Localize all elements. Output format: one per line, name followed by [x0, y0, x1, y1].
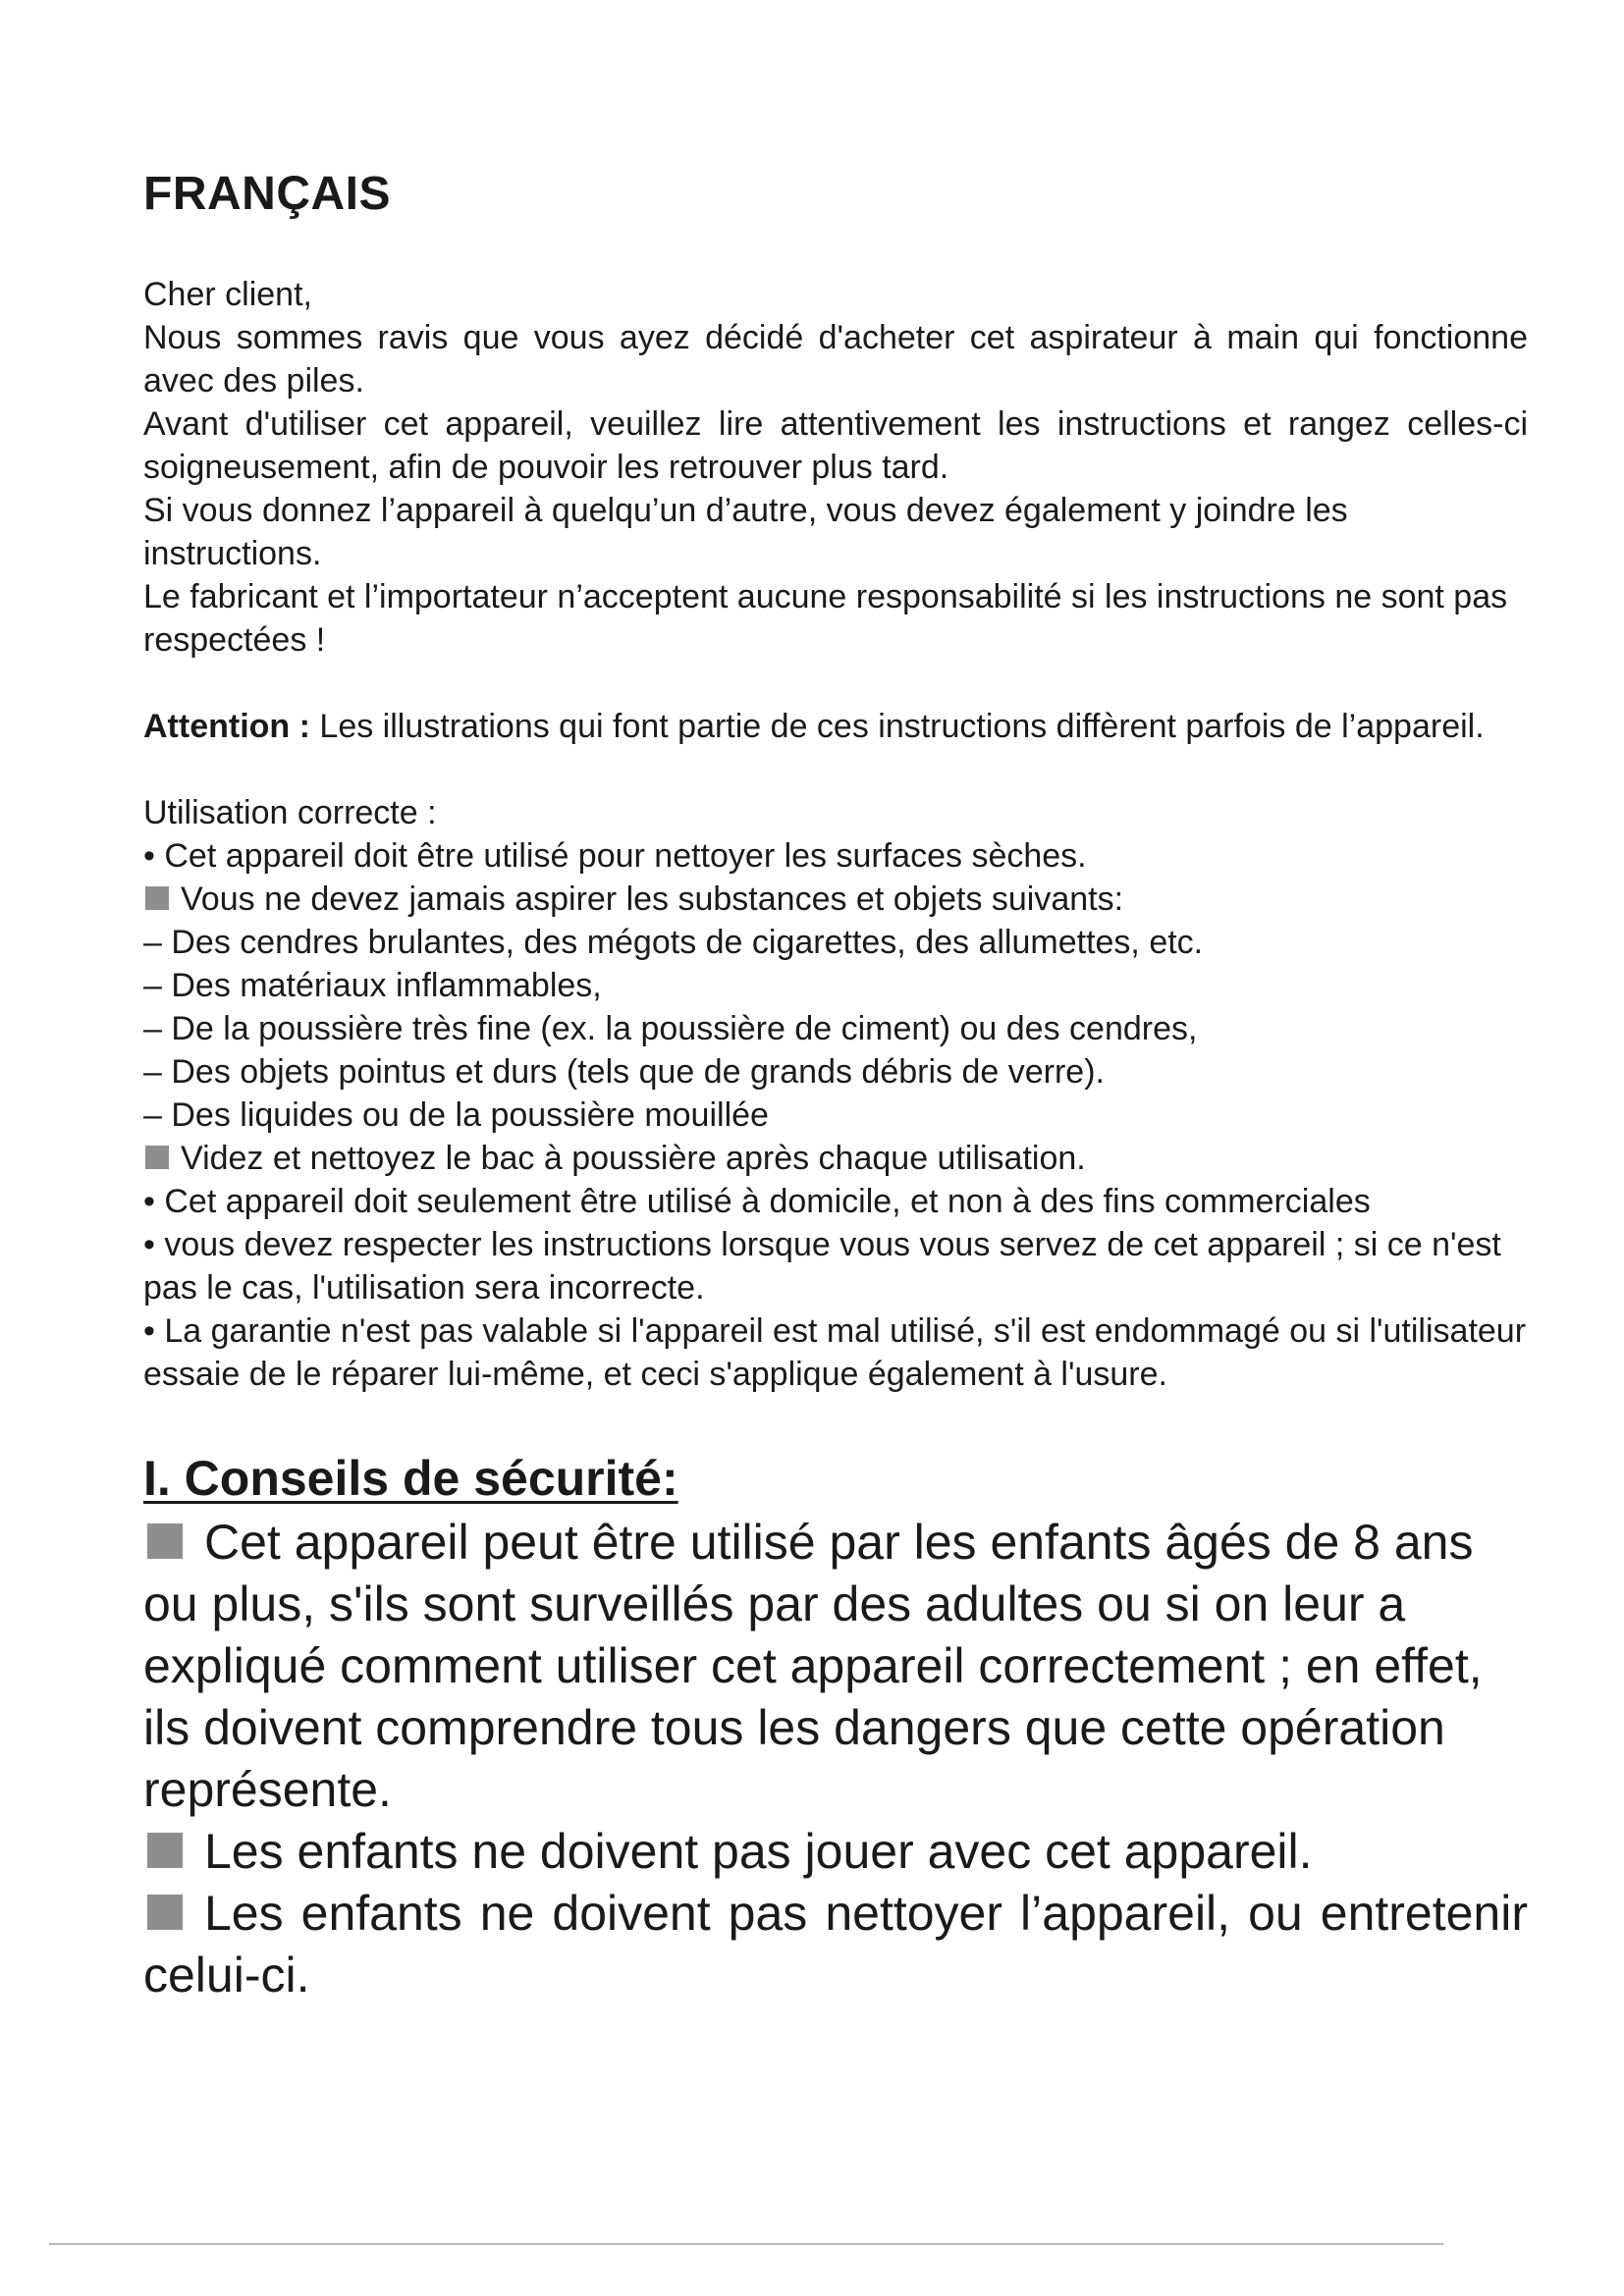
safety-item-text: Cet appareil peut être utilisé par les enfants âgés de 8 ans ou plus, s'ils sont surveillés par des adultes ou si on leur a expliqué comment utiliser cet appareil correctement ; en effet, ils doivent comprendre tous les dangers que cette opération représente.	[143, 1515, 1483, 1817]
square-bullet-icon	[145, 886, 169, 910]
list-item: – Des liquides ou de la poussière mouillée	[143, 1096, 769, 1134]
usage-heading: Utilisation correcte :	[143, 794, 437, 831]
square-bullet-icon	[145, 1146, 169, 1169]
list-item: • Cet appareil doit seulement être utilisé à domicile, et non à des fins commerciales	[143, 1183, 1371, 1220]
spacer	[143, 662, 1528, 705]
safety-section	[143, 1512, 1528, 2006]
list-item: • Cet appareil doit être utilisé pour nettoyer les surfaces sèches.	[143, 837, 1087, 875]
page-title: FRANÇAIS	[143, 168, 391, 220]
document-page	[143, 167, 1528, 2006]
attention-note	[143, 705, 1528, 748]
list-item: – Des cendres brulantes, des mégots de cigarettes, des allumettes, etc.	[143, 924, 1204, 961]
safety-item-text: Les enfants ne doivent pas nettoyer l’appareil, ou entretenir celui-ci.	[143, 1886, 1528, 2002]
square-bullet-icon	[147, 1895, 183, 1930]
list-item	[143, 1137, 1528, 1180]
list-item: – Des objets pointus et durs (tels que de grands débris de verre).	[143, 1053, 1105, 1091]
intro-paragraph: Le fabricant et l’importateur n’acceptent aucune responsabilité si les instructions ne sont pas respectées !	[143, 578, 1508, 659]
intro-section	[143, 273, 1528, 1396]
safety-item	[143, 1821, 1528, 1883]
safety-item	[143, 1883, 1528, 2006]
intro-paragraph: Avant d'utiliser cet appareil, veuillez lire attentivement les instructions et rangez celles-ci soigneusement, afin de pouvoir les retrouver plus tard.	[143, 405, 1528, 486]
attention-text: Les illustrations qui font partie de ces instructions diffèrent parfois de l’appareil.	[319, 708, 1485, 745]
safety-item	[143, 1512, 1528, 1821]
intro-paragraph: Nous sommes ravis que vous ayez décidé d'acheter cet aspirateur à main qui fonctionne avec des piles.	[143, 319, 1528, 400]
attention-label: Attention :	[143, 708, 310, 745]
footer-divider	[49, 2243, 1443, 2245]
list-item: • vous devez respecter les instructions lorsque vous vous servez de cet appareil ; si ce n'est pas le cas, l'utilisation sera incorrecte.	[143, 1226, 1501, 1307]
section-heading: I. Conseils de sécurité:	[143, 1451, 678, 1506]
spacer	[143, 748, 1528, 791]
list-item-text: Vous ne devez jamais aspirer les substances et objets suivants:	[181, 881, 1124, 918]
intro-greeting: Cher client,	[143, 276, 312, 313]
list-item-text: Videz et nettoyez le bac à poussière après chaque utilisation.	[181, 1140, 1086, 1177]
safety-item-text: Les enfants ne doivent pas jouer avec cet appareil.	[204, 1824, 1313, 1879]
intro-paragraph: Si vous donnez l’appareil à quelqu’un d’autre, vous devez également y joindre les instructions.	[143, 492, 1348, 572]
list-item: – De la poussière très fine (ex. la poussière de ciment) ou des cendres,	[143, 1010, 1198, 1047]
square-bullet-icon	[147, 1833, 183, 1868]
list-item: • La garantie n'est pas valable si l'appareil est mal utilisé, s'il est endommagé ou si l'utilisateur essaie de le réparer lui-même, et ceci s'applique également à l'usure.	[143, 1312, 1527, 1393]
list-item: – Des matériaux inflammables,	[143, 967, 602, 1004]
list-item	[143, 878, 1528, 921]
square-bullet-icon	[147, 1523, 183, 1559]
